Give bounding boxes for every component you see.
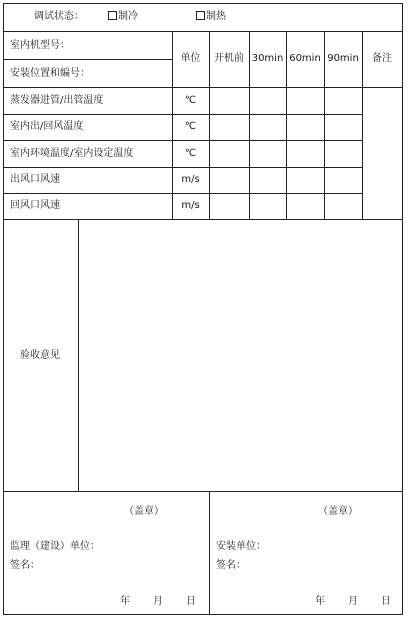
cooling-option[interactable] [108,11,138,23]
debug-status-label: 调试状态： [34,11,84,22]
supervisor-date-year: 年 [120,596,130,607]
row-ambient-temp-unit: ℃ [184,148,197,159]
installer-date-year: 年 [315,596,325,607]
cooling-option-label: 制冷 [118,11,138,22]
commissioning-record-form [3,3,403,615]
install-location-label: 安装位置和编号： [10,68,90,79]
row-indoor-air-temp-unit: ℃ [184,121,197,132]
column-90min: 90min [327,53,359,64]
heating-option[interactable] [196,11,226,23]
supervisor-date-day: 日 [186,596,196,607]
cooling-checkbox[interactable] [108,11,117,20]
row-evaporator-temp-unit: ℃ [184,95,197,106]
row-ambient-temp-label: 室内环境温度/室内设定温度 [10,148,134,159]
acceptance-opinion-area[interactable] [79,220,402,491]
column-unit: 单位 [180,53,201,64]
column-30min: 30min [251,53,284,64]
row-outlet-speed-unit: m/s [181,174,200,185]
row-return-speed-unit: m/s [181,200,200,211]
row-indoor-air-temp-label: 室内出/回风温度 [10,121,84,132]
heating-checkbox[interactable] [196,11,205,20]
installer-sign-label: 签名： [216,560,246,571]
row-outlet-speed-label: 出风口风速 [10,174,60,185]
row-evaporator-temp-label: 蒸发器进管/出管温度 [10,95,104,106]
heating-option-label: 制热 [206,11,226,22]
column-before-start: 开机前 [214,53,244,64]
supervisor-sign-label: 签名： [10,560,40,571]
supervisor-seal-label: （盖章） [124,506,164,517]
installer-date-month: 月 [348,596,358,607]
supervisor-unit-label: 监理（建设）单位： [10,541,100,552]
supervisor-date-month: 月 [153,596,163,607]
column-remark: 备注 [372,53,392,64]
installer-date-day: 日 [381,596,391,607]
column-60min: 60min [289,53,321,64]
acceptance-opinion-label: 验收意见 [20,350,60,361]
indoor-unit-model-label: 室内机型号： [10,40,70,51]
installer-unit-label: 安装单位： [216,541,266,552]
installer-seal-label: （盖章） [318,506,358,517]
row-return-speed-label: 回风口风速 [10,200,60,211]
